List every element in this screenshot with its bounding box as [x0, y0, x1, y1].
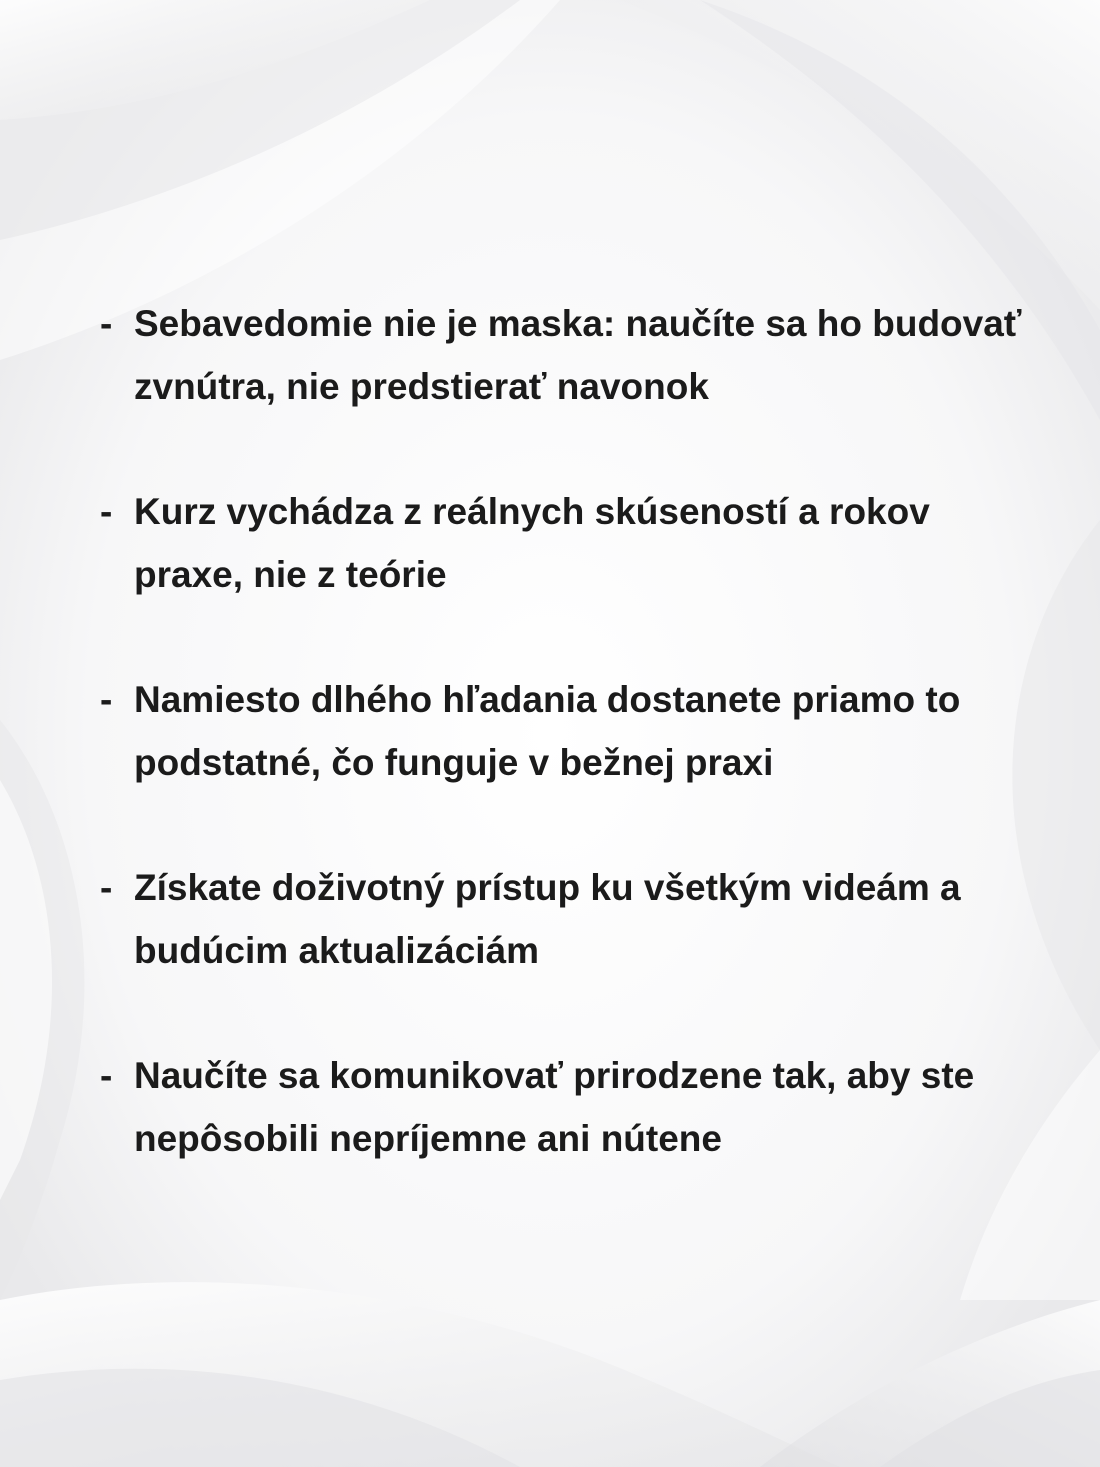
list-bullet: - — [100, 491, 113, 532]
list-item — [100, 480, 1030, 606]
list-item — [100, 292, 1030, 418]
list-bullet: - — [100, 1055, 113, 1096]
list-bullet: - — [100, 303, 113, 344]
list-item-text: Získate doživotný prístup ku všetkým videám a budúcim aktualizáciám — [134, 867, 961, 971]
benefits-list — [100, 292, 1030, 1232]
list-item-text: Naučíte sa komunikovať prirodzene tak, aby ste nepôsobili nepríjemne ani nútene — [134, 1055, 975, 1159]
list-item-text: Kurz vychádza z reálnych skúseností a rokov praxe, nie z teórie — [134, 491, 930, 595]
list-item — [100, 668, 1030, 794]
list-item-text: Namiesto dlhého hľadania dostanete priamo to podstatné, čo funguje v bežnej praxi — [134, 679, 961, 783]
list-item — [100, 856, 1030, 982]
list-bullet: - — [100, 679, 113, 720]
list-bullet: - — [100, 867, 113, 908]
list-item — [100, 1044, 1030, 1170]
list-item-text: Sebavedomie nie je maska: naučíte sa ho budovať zvnútra, nie predstierať navonok — [134, 303, 1022, 407]
